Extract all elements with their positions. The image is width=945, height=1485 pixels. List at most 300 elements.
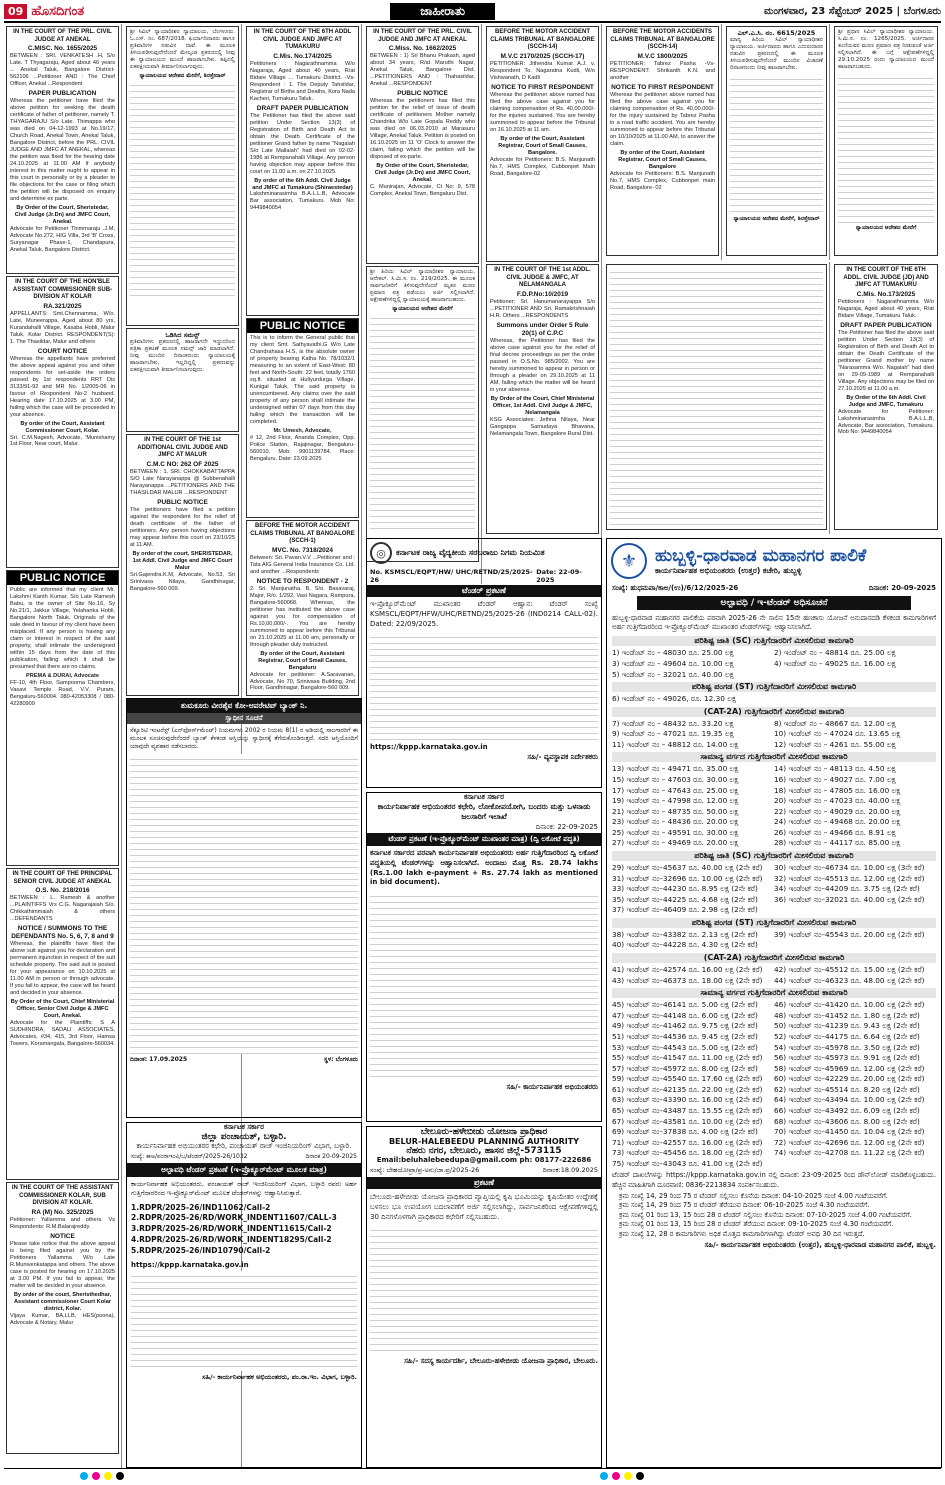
- tender-item: [774, 1159, 936, 1170]
- tender-signature: ಸಹಿ/- ಕಾರ್ಯನಿರ್ವಾಹಕ ಅಭಿಯಂತರರು: [506, 1083, 598, 1092]
- tender-item: 22) ಇಂಡೆಂಟ್ ನಂ – 49029 ರೂ. 20.00 ಲಕ್ಷ: [774, 806, 901, 816]
- notice-case-number: RA.321/2025: [43, 302, 82, 310]
- tender-item-row: [612, 786, 936, 797]
- notice-parties: BETWEEN : 1. SRI. CHOKKABATTAPPA S/O Late Narayanappa @ Subbenahalli Narayanappa ...PETITIONERS AND THE THASILDAR MALUR ...RESPONDENT: [130, 468, 235, 496]
- notice-text: The Petitioner has filed the above said petition Under Section 13(3) of Registration of Birth and Death Act to obtain the Death Certificate of the petitioner Grand mother by name "Narasamma W/o. Nagaiah" had died on 29-09-1989 at Rempanahalli Village. Any objections may be filed on 27.10.2025 at 11.00 a.m.: [838, 329, 934, 392]
- tender-signature: ಸಹಿ/- ಕಾರ್ಯನಿರ್ವಾಹಕ ಅಭಿಯಂತರರು (ಉತ್ತರ), ಹುಬ್ಬಳ್ಳಿ-ಧಾರವಾಡ ಮಹಾನಗರ ಪಾಲಿಕೆ, ಹುಬ್ಬಳ್ಳಿ.: [704, 1241, 936, 1250]
- notice-signature: Mr. Umesh, Advocate,: [273, 427, 332, 434]
- tender-item-row: [612, 895, 936, 906]
- notice-body-lines: [370, 891, 598, 1081]
- notice-signature: By order of the court, SHERISTEDAR, 1st Addl. Civil Judge and JMFC Court Malur: [132, 550, 233, 571]
- tender-item: 39) ಇಂಡೆಂಟ್ ನಂ–45543 ರೂ. 20.00 ಲಕ್ಷ (2ನೇ ಕರೆ): [774, 929, 925, 939]
- notice-body-lines: [370, 313, 475, 533]
- notice-text: Public are informed that my client Mr. Lakshmi Kanth Kumar, S/o Late Ramesh Babu, is the owner of Site No.16, Sy No.21/1, Jakkur Village, Yelahanka Hobli, Bangalore North Taluk. Originals of the sale deed in favour of my client have been misplaced. If any person is having any claim or interest in respect of the said property, shall intimate the undersigned within 15 days from the date of this publication, failing which it shall be presumed that there are no claims.: [10, 587, 115, 670]
- tender-signature: ಸಹಿ/- ವ್ಯವಸ್ಥಾಪಕ ನಿರ್ದೇಶಕರು: [527, 753, 598, 762]
- tender-closing: ಟೆಂಡರ್ ದಾಖಲೆಗಳನ್ನು https://kppp.karnataka.gov.in ನಲ್ಲಿ ದಿನಾಂಕ: 23-09-2025 ರಿಂದ ಡೌನ್‌ಲೋಡ್ ಮಾಡಿಕೊಳ್ಳಬಹುದು. ಹೆಚ್ಚಿನ ಮಾಹಿತಿಗಾಗಿ ದೂರವಾಣಿ: 0836-2213834 ಸಂಪರ್ಕಿಸಬಹುದು.: [612, 1171, 936, 1189]
- tender-item: 31) ಇಂಡೆಂಟ್ ನಂ–32696 ರೂ. 10.00 ಲಕ್ಷ (2ನೇ ಕರೆ): [612, 873, 763, 883]
- tender-signature: ಸಹಿ/- ಕಾರ್ಯನಿರ್ವಾಹಕ ಅಭಿಯಂತರರು, ಪಂ.ರಾ.ಇಂ. ವಿಭಾಗ, ಬಳ್ಳಾರಿ.: [202, 1372, 357, 1381]
- kannada-court-notice: [126, 26, 239, 326]
- ksmscl-emblem-icon: ◎: [370, 542, 392, 564]
- notice-title: NOTICE TO FIRST RESPONDENT: [491, 83, 594, 91]
- tender-item: 67) ಇಂಡೆಂಟ್ ನಂ–43581 ರೂ. 10.00 ಲಕ್ಷ (2ನೇ ಕರೆ): [612, 1116, 763, 1126]
- court-notice-mvc-7318: [246, 520, 359, 696]
- tender-item: 2) ಇಂಡೆಂಟ್ ನಂ – 48814 ರೂ. 25.00 ಲಕ್ಷ: [774, 648, 896, 658]
- notice-text: ಶ್ರೀ ಹಿರಿಯ ಸಿವಿಲ್ ನ್ಯಾಯಾಧೀಶರ ನ್ಯಾಯಾಲಯ, ಆನೇಕಲ್. ಸಿ.ಮಿ.ಸ. ನಂ. 219/2025. ಈ ಮೂಲಕ ಸಾರ್ವಜನಿಕರಿಗೆ ತಿಳಿಸುವುದೇನೆಂದರೆ ಮೃತರ ಮರಣ ಪ್ರಮಾಣ ಪತ್ರ ಪಡೆಯಲು ಅರ್ಜಿ ಸಲ್ಲಿಸಲಾಗಿದೆ. ಆಕ್ಷೇಪಣೆಗಳಿದ್ದಲ್ಲಿ ನ್ಯಾಯಾಲಯಕ್ಕೆ ಹಾಜರಾಗಬಹುದು.: [370, 269, 475, 303]
- tender-item: 12) ಇಂಡೆಂಟ್ ನಂ – 4261 ರೂ. 55.00 ಲಕ್ಷ: [774, 739, 896, 749]
- tender-item: 62) ಇಂಡೆಂಟ್ ನಂ–45514 ರೂ. 8.20 ಲಕ್ಷ (2ನೇ ಕರೆ): [774, 1084, 920, 1094]
- schedule-item: ಕ್ರಮ ಸಂಖ್ಯೆ 14, 29 ರಿಂದ 75 ರ ಟೆಂಡರ್ ಸಲ್ಲಿಸಲು ಕೊನೆಯ ದಿನಾಂಕ: 04-10-2025 ಸಂಜೆ 4.00 ಗಂಟೆಯವರೆಗೆ.: [619, 1191, 888, 1200]
- tender-item-row: [612, 1043, 936, 1054]
- column-8-mid: [832, 262, 940, 534]
- notice-advocate: Advocate for Petitioners: B.S. Manjunath No.7, HMS Complex, Cubbonpet main Road, Bangalore- 02: [610, 170, 715, 191]
- notice-title: DRAFT PAPER PUBLICATION: [840, 321, 932, 329]
- cyan-dot: [600, 1472, 608, 1480]
- hdmc-office: ಕಾರ್ಯನಿರ್ವಾಹಕ ಅಭಿಯಂತರರು (ಉತ್ತರ) ಕಚೇರಿ, ಹುಬ್ಬಳ್ಳಿ: [655, 566, 802, 575]
- court-notice-kolar-ra325: [6, 1182, 119, 1454]
- notice-signature: ನ್ಯಾಯಾಲಯದ ಆದೇಶದ ಮೇರೆಗೆ, ಶಿರಸ್ತೇದಾರ್: [139, 72, 226, 79]
- notice-case-number: F.D.P.No:10/2019: [516, 290, 569, 298]
- notice-court: BEFORE THE MOTOR ACCIDENTS CLAIMS TRIBUNAL AT BANGALORE (SCCH-14): [610, 29, 715, 50]
- org-name-english: BELUR-HALEBEEDU PLANNING AUTHORITY: [388, 1137, 580, 1146]
- tender-item: 24) ಇಂಡೆಂಟ್ ನಂ – 49468 ರೂ. 20.00 ಲಕ್ಷ: [774, 817, 901, 827]
- tender-text: ಕಾರ್ಯನಿರ್ವಾಹಕ ಅಭಿಯಂತರರು, ಪಂಚಾಯತ್ ರಾಜ್ ಇಂಜಿನಿಯರಿಂಗ್ ವಿಭಾಗ, ಬಳ್ಳಾರಿ ರವರು ಅರ್ಹ ಗುತ್ತಿಗೆದಾರರಿಂದ ಇ-ಪ್ರೊಕ್ಯೂರ್‌ಮೆಂಟ್ ಮೂಲಕ ಟೆಂಡರ್‌ಗಳನ್ನು ಆಹ್ವಾನಿಸಿರುತ್ತಾರೆ.: [131, 1180, 357, 1197]
- tender-item-row: [612, 930, 936, 941]
- notice-body-lines: [130, 754, 358, 1054]
- notice-signature: ನ್ಯಾಯಾಲಯದ ಆದೇಶದ ಮೇರೆಗೆ: [392, 305, 453, 312]
- notice-text: Whereas the petitioner above named has filed the above case against you for claiming compensation of Rs. 40,00,000/- for the injuries sustained. You are hereby summoned to appear before the Tribunal on 16.10.2025 at 11 am.: [490, 91, 595, 133]
- tender-item: 59) ಇಂಡೆಂಟ್ ನಂ–45540 ರೂ. 17.60 ಲಕ್ಷ (2ನೇ ಕರೆ): [612, 1074, 763, 1084]
- tender-item-row: [612, 1064, 936, 1075]
- notice-signature: By order of the Court, Assistant Registrar, Court of Small Causes, Bengaluru: [258, 650, 347, 671]
- column-5: [484, 24, 602, 584]
- notice-advocate: Lakshminarasimha B.A.L.L.B, Advocate Bar association, Tumakuru. Mob No: 9449840054: [250, 191, 355, 212]
- tender-item: 41) ಇಂಡೆಂಟ್ ನಂ–42574 ರೂ. 16.00 ಲಕ್ಷ (2ನೇ ಕರೆ): [612, 965, 763, 975]
- notice-advocate: FF-10, 4th Floor, Sampoorna Chambers, Vasavi Temple Road, V.V. Puram, Bengaluru-560004. 080-42053308 / 080-42280909: [10, 679, 115, 707]
- tender-item: 72) ಇಂಡೆಂಟ್ ನಂ–42696 ರೂ. 12.00 ಲಕ್ಷ (2ನೇ ಕರೆ): [774, 1137, 925, 1147]
- tender-item: 48) ಇಂಡೆಂಟ್ ನಂ–41452 ರೂ. 1.80 ಲಕ್ಷ (2ನೇ ಕರೆ): [774, 1010, 920, 1020]
- notice-court: IN THE COURT OF THE ASSISTANT COMMISSIONER KOLAR, SUB DIVISION AT KOLAR.: [11, 1185, 114, 1206]
- ksmscl-tender: [366, 538, 602, 788]
- tender-schedule: [607, 1192, 941, 1240]
- notice-text: ಬೇಲೂರು-ಹಳೇಬೀಡು ಯೋಜನಾ ಪ್ರಾಧಿಕಾರದ ವ್ಯಾಪ್ತಿಯಲ್ಲಿ ಕೃಷಿ ಭೂಮಿಯನ್ನು ಕೃಷಿಯೇತರ ಉದ್ದೇಶಕ್ಕೆ ಬಳಸಲು ಭೂ ಉಪಯೋಗ ಬದಲಾವಣೆಗೆ ಅರ್ಜಿ ಸಲ್ಲಿಸಲಾಗಿದ್ದು, ಸಾರ್ವಜನಿಕರಿಂದ ಆಕ್ಷೇಪಣೆಗಳಿದ್ದಲ್ಲಿ 30 ದಿನಗಳೊಳಗಾಗಿ ಪ್ರಾಧಿಕಾರದ ಕಛೇರಿಗೆ ಸಲ್ಲಿಸಬಹುದು.: [370, 1193, 598, 1222]
- tender-text: ಇ-ಪ್ರೊಕ್ಯೂರ್‌ಮೆಂಟ್ ಮುಖಾಂತರ ಟೆಂಡರ್ ಆಹ್ವಾನ: ಟೆಂಡರ್ ಸಂಖ್ಯೆ KSMSCL/EQPT/HFW/UHC/RETND/25/2025-26 (IND0214 CALL-02). Dated: 22/09/2025.: [370, 600, 598, 628]
- tender-item: [774, 905, 936, 916]
- tender-item: 64) ಇಂಡೆಂಟ್ ನಂ–43494 ರೂ. 10.00 ಲಕ್ಷ (2ನೇ ಕರೆ): [774, 1095, 925, 1105]
- tender-item: 60) ಇಂಡೆಂಟ್ ನಂ–42229 ರೂ. 20.00 ಲಕ್ಷ (2ನೇ ಕರೆ): [774, 1074, 925, 1084]
- notice-text: The petitioners have filed a petition against the respondent for the relief of death certificate of the father of petitioners. Any person having objections may appear before this court on 23/10/25 at 11 AM.: [130, 506, 235, 548]
- tender-item: 70) ಇಂಡೆಂಟ್ ನಂ–41450 ರೂ. 10.04 ಲಕ್ಷ (2ನೇ ಕರೆ): [774, 1127, 925, 1137]
- zp-ballari-tender: [126, 1122, 362, 1468]
- tender-item: 16) ಇಂಡೆಂಟ್ ನಂ – 49027 ರೂ. 7.00 ಲಕ್ಷ: [774, 774, 896, 784]
- notice-case-number: RA (M) No. 325/2025: [31, 1208, 94, 1216]
- tender-category-heading: ಪರಿಶಿಷ್ಟ ಪಂಗಡ (ST) ಗುತ್ತಿಗೆದಾರರಿಗೆ ಮೀಸಲಿರುವ ಕಾಮಗಾರಿ: [612, 918, 936, 928]
- notice-signature: ನ್ಯಾಯಾಲಯದ ಆದೇಶದ ಮೇರೆಗೆ, ಶಿರಸ್ತೇದಾರ್: [733, 216, 820, 223]
- notice-advocate: Advocate for Petitioner: Lakshminarasimha B.A.L.L.B, Advocate, Bar association, Tumakuru. Mob No: 9449840054: [838, 408, 934, 436]
- notice-title: NOTICE TO RESPONDENT - 2: [256, 577, 349, 585]
- kannada-court-notice-col4: [366, 266, 479, 562]
- notice-advocate: C. Munirajan, Advocate, Ct No: 9, 578 Complex, Anekal Town, Bengaluru Dist.: [370, 183, 475, 197]
- court-notice-anekal-1662: [366, 26, 479, 264]
- notice-body-lines: [730, 74, 823, 214]
- tender-item: [774, 694, 936, 705]
- tender-item-row: [612, 905, 936, 916]
- tender-item: 63) ಇಂಡೆಂಟ್ ನಂ–43390 ರೂ. 16.00 ಲಕ್ಷ (2ನೇ ಕರೆ): [612, 1095, 763, 1105]
- notice-body-lines: [610, 267, 823, 525]
- notice-advocate: Sri. C.M.Nagesh, Advocate, 'Munishamy 1st Floor, Near court, Malur.: [10, 434, 115, 448]
- notice-text: Whereas the petitioner above named has filed the above case against you for claiming compensation of Rs. 40,00,000/- for the injury sustained by Tabrez Pasha in a road traffic accident. You are hereby summoned to appear before this Tribunal on 10/10/2025 at 11.00 AM, to answer the claim.: [610, 91, 715, 147]
- black-dot: [116, 1472, 124, 1480]
- notice-court: IN THE COURT OF THE 1st ADDL. CIVIL JUDGE & JMFC, AT NELAMANGALA: [494, 267, 591, 288]
- notice-advocate: # 12, 2nd Floor, Ananda Complex, Opp. Police Station, Rajajinagar, Bengaluru-560010. Mob: 9901139784. Place: Bengaluru. Date: 23.09.2025: [250, 434, 355, 462]
- notice-parties: Petitioners : Nagarathnamma W/o Nagaraja, Aged about 40 years, R/at Bidare Village ... Tumakuru District. -Vs- Respondent : 1. The Deputy Tahsildar, Registrar of Births and Deaths, Kora Nada Kacheri, Tumakuru Taluk.: [250, 60, 355, 102]
- tender-item: 19) ಇಂಡೆಂಟ್ ನಂ – 47998 ರೂ. 12.00 ಲಕ್ಷ: [612, 796, 739, 806]
- notice-signature: By Order of the 6th Addl. Civil Judge and JMFC, Tumakuru: [846, 394, 926, 408]
- notice-case-number: MVC. No. 7318/2024: [271, 546, 334, 554]
- tender-category-heading: (CAT-2A) ಗುತ್ತಿಗೆದಾರರಿಗೆ ಮೀಸಲಿರುವ ಕಾಮಗಾರಿ: [612, 953, 936, 963]
- tender-item: 69) ಇಂಡೆಂಟ್ ನಂ–37838 ರೂ. 4.00 ಲಕ್ಷ (2ನೇ ಕರೆ): [612, 1127, 758, 1137]
- tender-item-row: [612, 884, 936, 895]
- notice-advocate: Vijaya Kumar, BA,LLB, HES(poona), Advocate & Notary, Malur: [10, 1312, 115, 1326]
- tender-item: 4) ಇಂಡೆಂಟ್ ನಂ – 49025 ರೂ. 16.00 ಲಕ್ಷ: [774, 658, 896, 668]
- section-title: ಜಾಹೀರಾತು: [390, 3, 495, 20]
- notice-parties: Petitioners : Nagarathnamma W/o Nagaraja, Aged about 40 years, R/at Bidare Village, Tumakuru Taluk.: [838, 298, 934, 319]
- tender-item: 4.RDPR/2025-26/RD/WORK_INDENT18295/Call-2: [131, 1235, 332, 1245]
- tender-item-row: [612, 940, 936, 951]
- notice-text: This is to inform the General public that my client Smt. Sathyavathi.G W/o Late Chandrahasa H.S, is the absolute owner of property bearing Katha No. 78/1032/1 measuring to an extent of East-West: 80 feet and North-South: 22 feet, totally 1760 sq.ft. situated at Huliyurdurga Village, Kunigal Taluk. The said property is unencumbered. Any claims over the said property of any person shall intimate the undersigned within 07 days from this day failing which the transaction will be completed.: [250, 335, 355, 425]
- notice-court: IN THE COURT OF THE PRL. CIVIL JUDGE AT ANEKAL: [13, 29, 112, 43]
- tender-item-row: [612, 1138, 936, 1149]
- tender-item: 25) ಇಂಡೆಂಟ್ ನಂ – 49591 ರೂ. 30.00 ಲಕ್ಷ: [612, 827, 739, 837]
- tender-item: 68) ಇಂಡೆಂಟ್ ನಂ–43606 ರೂ. 8.00 ಲಕ್ಷ (2ನೇ ಕರೆ): [774, 1116, 920, 1126]
- tender-item-row: [612, 648, 936, 659]
- tender-item-row: [612, 1159, 936, 1170]
- notice-title: COURT NOTICE: [37, 347, 88, 355]
- tender-item: 3) ಇಂಡೆಂಟ್ ನಂ – 49604 ರೂ. 10.00 ಲಕ್ಷ: [612, 658, 734, 668]
- tender-item-row: [612, 694, 936, 705]
- public-notice-col1: [6, 570, 119, 866]
- tender-item-row: [612, 1117, 936, 1128]
- issue-date: ಮಂಗಳವಾರ, 23 ಸೆಪ್ಟೆಂಬರ್ 2025 | ಬೆಂಗಳೂರು: [764, 5, 941, 17]
- notice-date: ದಿನಾಂಕ:18.09.2025: [542, 1166, 598, 1174]
- hdmc-tender: [606, 538, 942, 1468]
- tender-item: 74) ಇಂಡೆಂಟ್ ನಂ–42708 ರೂ. 11.22 ಲಕ್ಷ (2ನೇ ಕರೆ): [774, 1148, 925, 1158]
- notice-body-lines: [130, 80, 235, 300]
- notice-title: ಒಡಿಸಿದ ಸಮನ್ಸ್: [165, 331, 200, 339]
- notice-title: ಸ್ವಾಧೀನ ಸೂಚನೆ: [127, 713, 361, 724]
- kannada-public-notice-mid: [606, 264, 827, 530]
- notice-signature: By order of the Court, Assistant Registrar, Court of Small Causes, Bangalore: [618, 149, 707, 170]
- notice-parties: PETITIONER: Tabrez Pasha -Vs- RESPONDENT: Shrikanth K.N. and another: [610, 60, 715, 81]
- summons-notice: [126, 328, 239, 432]
- court-notice-mvc-1800: [606, 26, 719, 256]
- tender-item-row: [612, 874, 936, 885]
- notice-title: DRAFT PAPER PUBLICATION: [256, 104, 349, 112]
- tender-item: 26) ಇಂಡೆಂಟ್ ನಂ – 49466 ರೂ. 8.91 ಲಕ್ಷ: [774, 827, 896, 837]
- tender-item-row: [612, 1095, 936, 1106]
- tender-item: 5) ಇಂಡೆಂಟ್ ನಂ – 32021 ರೂ. 40.00 ಲಕ್ಷ: [612, 669, 734, 679]
- tender-item: 55) ಇಂಡೆಂಟ್ ನಂ–41547 ರೂ. 11.00 ಲಕ್ಷ (2ನೇ ಕರೆ): [612, 1053, 763, 1063]
- tender-item: 45) ಇಂಡೆಂಟ್ ನಂ–46141 ರೂ. 5.00 ಲಕ್ಷ (2ನೇ ಕರೆ): [612, 1000, 758, 1010]
- footer-rule: [4, 1468, 941, 1469]
- tender-item: 33) ಇಂಡೆಂಟ್ ನಂ–44230 ರೂ. 8.95 ಲಕ್ಷ (2ನೇ ಕರೆ): [612, 884, 758, 894]
- tender-date: Date: 22-09-2025: [536, 568, 582, 584]
- tender-category-heading: ಪರಿಶಿಷ್ಟ ಜಾತಿ (SC) ಗುತ್ತಿಗೆದಾರರಿಗೆ ಮೀಸಲಿರುವ ಕಾಮಗಾರಿ: [612, 636, 936, 646]
- masthead-rule: [4, 21, 941, 23]
- tender-item: 34) ಇಂಡೆಂಟ್ ನಂ–44209 ರೂ. 3.75 ಲಕ್ಷ (2ನೇ ಕರೆ): [774, 884, 920, 894]
- tender-item-row: [612, 828, 936, 839]
- tender-item: 46) ಇಂಡೆಂಟ್ ನಂ–41420 ರೂ. 10.00 ಲಕ್ಷ (2ನೇ ಕರೆ): [774, 1000, 925, 1010]
- notice-case-number: C.MISC. No. 1655/2025: [27, 45, 98, 52]
- notice-text: ಸೆಕ್ಯೂರಿಟಿ ಇಂಟರೆಸ್ಟ್ (ಎನ್‌ಫೋರ್ಸ್‌ಮೆಂಟ್) ನಿಯಮಗಳು 2002 ರ ನಿಯಮ 8(1) ರ ಅಡಿಯಲ್ಲಿ ಸಾಲಗಾರರಿಗೆ ಈ ಮೂಲಕ ಸೂಚಿಸುವುದೇನೆಂದರೆ ಬ್ಯಾಂಕ್ ಕೆಳಕಂಡ ಆಸ್ತಿಯನ್ನು ಸ್ವಾಧೀನಕ್ಕೆ ತೆಗೆದುಕೊಂಡಿರುತ್ತದೆ. ಸದರಿ ಆಸ್ತಿಯೊಂದಿಗೆ ಯಾವುದೇ ವ್ಯವಹಾರ ನಡೆಸಬಾರದು.: [130, 727, 358, 751]
- page-number: 09: [4, 4, 27, 19]
- tender-item-row: [612, 1032, 936, 1043]
- tender-item: [774, 670, 936, 681]
- notice-signature: By order of the Court, Assistant Registrar, Court of Small Causes, Bangalore.: [498, 135, 587, 156]
- tender-banner: ಟೆಂಡರ್ ಪ್ರಕಟಣೆ (ಇ-ಪ್ರೊಕ್ಯೂರ್‌ಮೆಂಟ್ ಮುಖಾಂತರ ಮಾತ್ರ) (ದ್ವಿ ಲಕೋಟೆ ಪದ್ಧತಿ): [367, 833, 601, 846]
- notice-parties: BETWEEN : SRI. VENKATESH .H, S/o Late. T Thyagaraju, Aged about 46 years ... Anekal Taluk, Bangalore District-562106 ...Petitioner AND : The Chief Officer, Anekal ...Respondent: [10, 53, 115, 88]
- schedule-item: ಕ್ರಮ ಸಂಖ್ಯೆ 01 ರಿಂದ 13, 15 ರಿಂದ 28 ರ ಟೆಂಡರ್ ತೆರೆಯುವ ದಿನಾಂಕ: 09-10-2025 ಸಂಜೆ 4.30 ಗಂಟೆಯವರೆಗೆ.: [619, 1220, 894, 1229]
- notice-case-number: C.Mis. No.173/2025: [856, 290, 916, 298]
- paper-logo: ಹೊಸದಿಗಂತ: [31, 3, 85, 19]
- tender-item: 11) ಇಂಡೆಂಟ್ ನಂ – 48812 ರೂ. 14.00 ಲಕ್ಷ: [612, 739, 739, 749]
- notice-title: PAPER PUBLICATION: [28, 90, 97, 98]
- tender-text: ಕರ್ನಾಟಕ ಸರ್ಕಾರದ ಪರವಾಗಿ ಕಾರ್ಯನಿರ್ವಾಹಕ ಅಭಿಯಂತರರು ಅರ್ಹ ಗುತ್ತಿಗೆದಾರರಿಂದ ದ್ವಿ ಲಕೋಟೆ ಪದ್ಧತಿಯಲ್ಲಿ ಟೆಂಡರ್‌ಗಳನ್ನು ಆಹ್ವಾನಿಸಲಾಗಿದೆ. ಅಂದಾಜು ಮೊತ್ತ Rs. 28.74 lakhs (Rs.1.00 lakh e-payment + Rs. 27.74 lakh as mentioned in bid document).: [370, 849, 598, 887]
- tender-date: ದಿನಾಂಕ 20-09-2025: [305, 1153, 357, 1160]
- color-registration-marks: [0, 1472, 945, 1482]
- court-notice-malur-262: [126, 434, 239, 696]
- tender-banner: ಟೆಂಡರ್ ಪ್ರಕಟಣೆ: [367, 585, 601, 597]
- kannada-court-notice-col8: [834, 26, 938, 256]
- tender-item: 9) ಇಂಡೆಂಟ್ ನಂ – 47021 ರೂ. 19.35 ಲಕ್ಷ: [612, 729, 734, 739]
- tender-item-row: [612, 817, 936, 828]
- org-contact: Email:beluhalebeedupa@gmail.com ph: 08177-222686: [376, 1156, 592, 1164]
- notice-court: IN THE COURT OF THE PRL. CIVIL JUDGE AND JMFC AT ANEKAL: [373, 29, 472, 43]
- tender-item: 18) ಇಂಡೆಂಟ್ ನಂ – 47805 ರೂ. 16.00 ಲಕ್ಷ: [774, 785, 901, 795]
- tender-item: 1) ಇಂಡೆಂಟ್ ನಂ – 48030 ರೂ. 25.00 ಲಕ್ಷ: [612, 648, 734, 658]
- tender-item: 52) ಇಂಡೆಂಟ್ ನಂ–44175 ರೂ. 6.64 ಲಕ್ಷ (2ನೇ ಕರೆ): [774, 1031, 920, 1041]
- notice-signature: By Order of the Court, Sheristedar, Civil Judge (Jr.Dn) and JMFC Court, Anekal.: [374, 163, 471, 183]
- department: ಕಾರ್ಯನಿರ್ವಾಹಕ ಅಭಿಯಂತರರ ಕಛೇರಿ, ಪಂಚಾಯತ್ ರಾಜ್ ಇಂಜಿನಿಯರಿಂಗ್ ವಿಭಾಗ, ಬಳ್ಳಾರಿ.: [136, 1142, 352, 1150]
- notice-court: IN THE COURT OF THE HON'BLE ASSISTANT COMMISSIONER SUB-DIVISION AT KOLAR: [12, 279, 113, 300]
- bhpa-notice: [366, 1126, 602, 1468]
- cyan-dot: [80, 1472, 88, 1480]
- hdmc-emblem-icon: ⚜: [611, 543, 647, 579]
- notice-banner: ಪ್ರಕಟಣೆ: [367, 1177, 601, 1189]
- notice-court: IN THE COURT OF THE 1st ADDITIONAL CIVIL JUDGE AND JMFC AT MALUR: [137, 437, 228, 458]
- tender-item: 30) ಇಂಡೆಂಟ್ ನಂ–46734 ರೂ. 10.00 ಲಕ್ಷ (3ನೇ ಕರೆ): [774, 863, 925, 873]
- tender-item-row: [612, 1021, 936, 1032]
- black-dot: [636, 1472, 644, 1480]
- hdmc-title: ಹುಬ್ಬಳ್ಳಿ-ಧಾರವಾಡ ಮಹಾನಗರ ಪಾಲಿಕೆ: [655, 546, 867, 566]
- notice-advocate: Sri.Gajendra.K.M, Advocate, No.53, Sri Srinivasa Nilaya, Gandhinagar, Bangalore-560 009.: [130, 571, 235, 592]
- tender-item: 28) ಇಂಡೆಂಟ್ ನಂ – 44117 ರೂ. 85.00 ಲಕ್ಷ: [774, 838, 901, 848]
- tender-item-row: [612, 976, 936, 987]
- column-4: [364, 24, 482, 584]
- tender-item: 56) ಇಂಡೆಂಟ್ ನಂ–45973 ರೂ. 9.91 ಲಕ್ಷ (2ನೇ ಕರೆ): [774, 1053, 920, 1063]
- notice-parties: Petitioner: Yallamma and others. Vs Respondents: R.M.Balarajreddy.: [10, 1216, 115, 1230]
- tender-item-row: [612, 1011, 936, 1022]
- tender-item-row: [612, 729, 936, 740]
- tender-ref: ಸಂಖ್ಯೆ: ಹುಧಮಪಾ/ಕಾಅ/(ಉ)/6/12/2025-26: [612, 584, 739, 592]
- tender-item: 42) ಇಂಡೆಂಟ್ ನಂ–45512 ರೂ. 15.00 ಲಕ್ಷ (2ನೇ ಕರೆ): [774, 965, 925, 975]
- notice-parties: PETITIONER: Jithendra Kumar A.J. v. Respondent To. Nagaratna Kudli, W/o Vishwanath, D Kadli: [490, 60, 595, 81]
- tender-ref: ಸಂಖ್ಯೆ: ಕಾಅ/ಪಂರಾಇಂವಿ/ಬ/ಟೆಂಡರ್/2025-26/1032: [131, 1153, 248, 1160]
- notice-signature: By Order of the Court, Chief Ministerial Officer, Senior Civil Judge & JMFC Court, Anekal.: [10, 999, 115, 1020]
- schedule-item: ಕ್ರಮ ಸಂಖ್ಯೆ 01 ರಿಂದ 13, 15 ರಿಂದ 28 ರ ಟೆಂಡರ್ ಸಲ್ಲಿಸಲು ಕೊನೆಯ ದಿನಾಂಕ: 07-10-2025 ಸಂಜೆ 4.00 ಗಂಟೆಯವರೆಗೆ.: [619, 1210, 912, 1219]
- tender-item: 57) ಇಂಡೆಂಟ್ ನಂ–45972 ರೂ. 8.00 ಲಕ್ಷ (2ನೇ ಕರೆ): [612, 1063, 758, 1073]
- tender-item: 29) ಇಂಡೆಂಟ್ ನಂ–45637 ರೂ. 40.00 ಲಕ್ಷ (2ನೇ ಕರೆ): [612, 863, 763, 873]
- notice-parties: BETWEEN : 1) Sri Bhanu Prakash, aged about 34 years, R/at Maruthi Nagar, Anekal Taluk, Bangalore Dist. ...PETITIONERS AND : Thahasildar, Anekal ...RESPONDENT: [370, 53, 475, 88]
- tender-item: 66) ಇಂಡೆಂಟ್ ನಂ–43492 ರೂ. 6.09 ಲಕ್ಷ (2ನೇ ಕರೆ): [774, 1106, 920, 1115]
- tender-item: 17) ಇಂಡೆಂಟ್ ನಂ – 47643 ರೂ. 25.00 ಲಕ್ಷ: [612, 785, 739, 795]
- tender-item-row: [612, 670, 936, 681]
- notice-case-number: ಎಲ್.ಎ.ಸಿ. ನಂ. 6615/2025: [737, 29, 816, 37]
- notice-court: BEFORE THE MOTOR ACCIDENT CLAIMS TRIBUNAL AT BANGALORE (SCCH-1): [250, 523, 355, 544]
- notice-text: ಶ್ರೀ ಸಿವಿಲ್ ನ್ಯಾಯಾಧೀಶರ ನ್ಯಾಯಾಲಯ, ಬೆಂಗಳೂರು. ಓ.ಎಸ್. ನಂ. 687/2018. ಫಿರ್ಯಾದಿದಾರರು ಹಾಗೂ ಪ್ರತಿವಾದಿಗಳ ನಡುವಿನ ದಾವೆ. ಈ ಮೂಲಕ ತಿಳಿಯಪಡಿಸುವುದೇನೆಂದರೆ ಮೇಲ್ಕಂಡ ಪ್ರಕರಣದಲ್ಲಿ ನೀವು ಈ ನ್ಯಾಯಾಲಯದ ಮುಂದೆ ಹಾಜರಾಗಬೇಕು. ತಪ್ಪಿದಲ್ಲಿ ಏಕಪಕ್ಷೀಯವಾಗಿ ತೀರ್ಮಾನಿಸಲಾಗುವುದು.: [130, 29, 235, 70]
- portal-link[interactable]: https://kppp.karnataka.gov.in: [131, 1260, 249, 1269]
- tender-item: 36) ಇಂಡೆಂಟ್ ನಂ–32021 ರೂ. 40.00 ಲಕ್ಷ (2ನೇ ಕರೆ): [774, 894, 925, 904]
- kannada-lac-notice: [726, 26, 827, 256]
- notice-title: NOTICE: [50, 1232, 75, 1240]
- portal-link[interactable]: https://kppp.karnataka.gov.in: [370, 743, 488, 752]
- tender-item: 14) ಇಂಡೆಂಟ್ ನಂ – 48113 ರೂ. 4.50 ಲಕ್ಷ: [774, 764, 896, 774]
- tender-item: 54) ಇಂಡೆಂಟ್ ನಂ–45978 ರೂ. 3.50 ಲಕ್ಷ (2ನೇ ಕರೆ): [774, 1042, 920, 1052]
- tender-item: 49) ಇಂಡೆಂಟ್ ನಂ–41462 ರೂ. 9.75 ಲಕ್ಷ (2ನೇ ಕರೆ): [612, 1021, 758, 1031]
- tender-item-row: [612, 807, 936, 818]
- notice-court: BEFORE THE MOTOR ACCIDENT CLAIMS TRIBUNAL AT BANGALORE (SCCH-14): [490, 29, 595, 50]
- notice-text: Whereas the appellants have preferred the above appeal against you and other respondents for set-aside the orders passed by 1st respondents RRT Dis 3133/91-92 and MR No. 1/2005-06 in favour of Respondent No-2 husband. Hearing date 17.10.2025 at 3.00 PM, failing which the case will be proceeded in your absence.: [10, 355, 115, 418]
- tender-item: 71) ಇಂಡೆಂಟ್ ನಂ–42557 ರೂ. 16.00 ಲಕ್ಷ (2ನೇ ಕರೆ): [612, 1137, 763, 1147]
- tender-item: 3.RDPR/2025-26/RD/WORK_INDENT11615/Call-2: [131, 1224, 332, 1234]
- column-1: [4, 24, 122, 1468]
- tender-item-row: [612, 838, 936, 849]
- notice-signature: By Order of the Court, Chief Ministerial Officer, 1st Addl. Civil Judge & JMFC, Nelamangala: [490, 395, 595, 416]
- notice-signature: By Order of the Court, Sheristedar, Civil Judge (Jr.Dn) and JMFC Court, Anekal.: [14, 204, 111, 225]
- magenta-dot: [92, 1472, 100, 1480]
- tender-item: 40) ಇಂಡೆಂಟ್ ನಂ–44228 ರೂ. 4.30 ಲಕ್ಷ (2ನೇ ಕರೆ): [612, 940, 758, 950]
- notice-parties: APPELLANTS: Smt.Chennamma, W/o. Late, Muneerappa, Aged about 80 yrs, Kurandahalli Village, Kasaba Hobli, Malur Taluk, Kolar District. RESPONDENT(S): 1. The Thasildar, Malur and others: [10, 310, 115, 345]
- tender-item: 10) ಇಂಡೆಂಟ್ ನಂ – 47024 ರೂ. 13.65 ಲಕ್ಷ: [774, 729, 901, 739]
- tender-category-heading: (CAT-2A) ಗುತ್ತಿಗೆದಾರರಿಗೆ ಮೀಸಲಿರುವ ಕಾಮಗಾರಿ: [612, 707, 936, 717]
- magenta-dot: [612, 1472, 620, 1480]
- tender-item-row: [612, 1053, 936, 1064]
- middle-right-notices: [604, 262, 830, 534]
- tender-item: 32) ಇಂಡೆಂಟ್ ನಂ–45513 ರೂ. 12.00 ಲಕ್ಷ (2ನೇ ಕರೆ): [774, 873, 925, 883]
- notice-title: NOTICE TO FIRST RESPONDENT: [611, 83, 714, 91]
- office-name: ಕಾರ್ಯನಿರ್ವಾಹಕ ಅಭಿಯಂತರರ ಕಛೇರಿ, ಲೋಕೋಪಯೋಗಿ, ಬಂದರು ಮತ್ತು ಒಳನಾಡು ಜಲಸಾರಿಗೆ ಇಲಾಖೆ: [377, 802, 591, 821]
- tender-intro: ಹುಬ್ಬಳ್ಳಿ-ಧಾರವಾಡ ಮಹಾನಗರ ಪಾಲಿಕೆಯ ಪರವಾಗಿ 2025-26 ನೇ ಸಾಲಿನ 15ನೇ ಹಣಕಾಸು ಯೋಜನೆ ಅನುದಾನದಡಿ ಕೆಳಕಂಡ ಕಾಮಗಾರಿಗಳಿಗೆ ಅರ್ಹ ಗುತ್ತಿಗೆದಾರರಿಂದ ಇ-ಪ್ರೊಕ್ಯೂರ್‌ಮೆಂಟ್ ಮುಖಾಂತರ ಟೆಂಡರ್‌ಗಳನ್ನು ಆಹ್ವಾನಿಸಲಾಗಿದೆ.: [612, 614, 936, 632]
- yellow-dot: [624, 1472, 632, 1480]
- notice-advocate: Advocate for petitioner: A.Saravanan, Advocate, No 70, Srinivasa Building, 2nd Floor, Gandhinagar, Bangalore-560 009.: [250, 671, 355, 692]
- notice-signature: ನ್ಯಾಯಾಲಯದ ಆದೇಶದ ಮೇರೆಗೆ: [855, 224, 917, 231]
- tender-item-row: [612, 659, 936, 670]
- org-name-kannada: ಬೇಲೂರು-ಹಳೇಬೀಡು ಯೋಜನಾ ಪ್ರಾಧಿಕಾರ: [420, 1127, 548, 1137]
- notice-text: Whereas the petitioner have filed the above petition for seeking the death certificate of father of petitioner, namely T. THYAGARAJU S/o Late. Thimappa who was died on 04-12-1993 at No.19/17, Church Road, Anekal Town, Anekal Taluk, Bangalore District, before the PRL. CIVIL JUDGE AND JMFC AT ANEKAL, whereas the petition was fixed for the hearing date 24.10.2025 at 11.00 AM if anybody interest in this matter ought to appear in this court in personally or by a pleader to file objections for the case or filing which the petition will be disposed on enquiry and determine ex parte.: [10, 98, 115, 202]
- tender-item-row: [612, 796, 936, 807]
- notice-title: NOTICE / SUMMONS TO THE DEFENDANTS No. 5, 6, 7, 8 and 9: [11, 925, 114, 941]
- tender-item: 8) ಇಂಡೆಂಟ್ ನಂ – 48667 ರೂ. 12.00 ಲಕ್ಷ: [774, 718, 896, 728]
- notice-text: Please take notice that the above appeal is being filed against you by the Petitioners Yallamma W/o Late R.Munivenkatappa and others. The above case is posted for hearing on 17.10.2025 at 3.00 PM. If you fail to appear, the matter will be decided in your absence.: [10, 1240, 115, 1289]
- tender-item: 58) ಇಂಡೆಂಟ್ ನಂ–45969 ರೂ. 12.00 ಲಕ್ಷ (2ನೇ ಕರೆ): [774, 1063, 925, 1073]
- tender-item-row: [612, 1106, 936, 1117]
- tender-item: 61) ಇಂಡೆಂಟ್ ನಂ–42135 ರೂ. 22.00 ಲಕ್ಷ (2ನೇ ಕರೆ): [612, 1084, 763, 1094]
- notice-signature: PREMA & DURAI, Advocate: [26, 672, 99, 679]
- notice-body-lines: [131, 1271, 357, 1371]
- notice-advocate: Advocate for Petitioner Thimmaraju .J.M, Advocate No.272, HIG Villa, 3rd 'B' Cross, Suryanagar Phase-1, Chandapura, Anekal Taluk, Bangalore District.: [10, 225, 115, 253]
- tender-item: 38) ಇಂಡೆಂಟ್ ನಂ–43382 ರೂ. 2.13 ಲಕ್ಷ (2ನೇ ಕರೆ): [612, 929, 758, 939]
- tender-item: 51) ಇಂಡೆಂಟ್ ನಂ–44536 ರೂ. 9.45 ಲಕ್ಷ (2ನೇ ಕರೆ): [612, 1031, 758, 1041]
- tender-item: 50) ಇಂಡೆಂಟ್ ನಂ–41239 ರೂ. 9.43 ಲಕ್ಷ (2ನೇ ಕರೆ): [774, 1021, 920, 1031]
- court-notice-tumakuru-174: [246, 26, 359, 316]
- tender-item: 73) ಇಂಡೆಂಟ್ ನಂ–45456 ರೂ. 18.00 ಲಕ್ಷ (2ನೇ ಕರೆ): [612, 1148, 763, 1158]
- tender-item-row: [612, 1148, 936, 1159]
- tender-item-row: [612, 719, 936, 730]
- hdmc-header: [607, 539, 941, 583]
- column-7: [724, 24, 830, 260]
- tender-category-heading: ಸಾಮಾನ್ಯ ವರ್ಗದ ಗುತ್ತಿಗೆದಾರರಿಗೆ ಮೀಸಲಿರುವ ಕಾಮಗಾರಿ: [612, 752, 936, 762]
- notice-text: The Petitioner has filed the above said petition Under Section 13(3) of Registration of Birth and Death Act to obtain the Death Certificate of the petitioner Grand father by name "Nagaiah S/o Late Mallaiah" had died on 02-02-1986 at Rempanahalli Village. Any person having objection may appear before this court on 11.00 a.m. on 27.10.2025.: [250, 112, 355, 175]
- schedule-item: ಕ್ರಮ ಸಂಖ್ಯೆ 12, 28 ರ ಕಾಮಗಾರಿಗಳು ಅಧಿಕ ಮೊತ್ತದ ಕಾಮಗಾರಿಗಳಾಗಿದ್ದು ಟೆಂಡರ್ ಅವಧಿ 30 ದಿನ ಇರುತ್ತದೆ.: [619, 1229, 865, 1238]
- tender-item: 6) ಇಂಡೆಂಟ್ ನಂ – 49026, ರೂ. 12.30 ಲಕ್ಷ: [612, 694, 736, 704]
- tender-item: 47) ಇಂಡೆಂಟ್ ನಂ–44148 ರೂ. 6.00 ಲಕ್ಷ (2ನೇ ಕರೆ): [612, 1010, 758, 1020]
- court-notice-kolar-ra321: [6, 276, 119, 568]
- notice-title: PUBLIC NOTICE: [7, 571, 118, 585]
- notice-title: PUBLIC NOTICE: [247, 319, 358, 333]
- tender-item-row: [612, 740, 936, 751]
- notice-text: Whereas, the plaintiffs have filed the above suit against you for declaration and permanent injunction in respect of the suit schedule property. The said suit is posted for your appearance on 10.10.2025 at 11.00 AM in person or through advocate. If you fail to appear, the case will be heard and decided in your absence.: [10, 941, 115, 997]
- notice-signature: By order of the 6th Addl. Civil Judge and JMFC at Tumakuru (Shiraestedar): [252, 177, 353, 191]
- notice-text: ಪ್ರತಿವಾದಿಗಳು ಪ್ರಕರಣದಲ್ಲಿ ಹಾಜರಾಗದೇ ಇದ್ದುದರಿಂದ ಪತ್ರಿಕಾ ಪ್ರಕಟಣೆ ಮೂಲಕ ಸಮನ್ಸ್ ಜಾರಿ ಮಾಡಲಾಗಿದೆ. ನೀವು ಮುಂದಿನ ದಿನಾಂಕದಂದು ನ್ಯಾಯಾಲಯಕ್ಕೆ ಹಾಜರಾಗಬೇಕು, ಇಲ್ಲದಿದ್ದಲ್ಲಿ ಪ್ರಕರಣವನ್ನು ಏಕಪಕ್ಷೀಯವಾಗಿ ತೀರ್ಮಾನಿಸಲಾಗುವುದು.: [130, 339, 235, 374]
- tender-banner: ಅಲ್ಪಾವಧಿ / ಇ-ಟೆಂಡರ್ ಅಧಿಸೂಚನೆ: [637, 596, 911, 610]
- tender-item: 35) ಇಂಡೆಂಟ್ ನಂ–44225 ರೂ. 4.68 ಲಕ್ಷ (2ನೇ ಕರೆ): [612, 894, 758, 904]
- org-name: ಕರ್ನಾಟಕ ರಾಜ್ಯ ವೈದ್ಯಕೀಯ ಸರಬರಾಜು ನಿಗಮ ನಿಯಮಿತ: [396, 548, 545, 557]
- notice-text: ಮಾನ್ಯ ಹಿರಿಯ ಸಿವಿಲ್ ನ್ಯಾಯಾಧೀಶರ ನ್ಯಾಯಾಲಯ. ಅರ್ಜಿದಾರರು ಹಾಗೂ ಎದುರುದಾರರ ನಡುವಿನ ಪ್ರಕರಣದಲ್ಲಿ ಈ ಮೂಲಕ ತಿಳಿಯಪಡಿಸುವುದೇನೆಂದರೆ ಮುಂದಿನ ವಿಚಾರಣೆ ದಿನಾಂಕದಂದು ನೀವು ಹಾಜರಾಗಬೇಕು.: [730, 37, 823, 72]
- notice-place: ಸ್ಥಳ: ಬೆಂಗಳೂರು: [324, 1056, 358, 1064]
- tender-item-row: [612, 764, 936, 775]
- court-notice-mvc-2170: [486, 26, 599, 262]
- gov-name: ಕರ್ನಾಟಕ ಸರ್ಕಾರ: [464, 793, 504, 801]
- tender-item: 1.RDPR/2025-26/IND11062/Call-2: [131, 1202, 271, 1212]
- notice-date: ದಿನಾಂಕ: 17.09.2025: [130, 1056, 188, 1064]
- tender-item: 7) ಇಂಡೆಂಟ್ ನಂ – 48432 ರೂ. 33.20 ಲಕ್ಷ: [612, 718, 734, 728]
- tender-item-row: [612, 1000, 936, 1011]
- org-address: ನೆಹರು ನಗರ, ಬೇಲೂರು, ಹಾಸನ ಜಿಲ್ಲೆ-573115: [406, 1146, 562, 1156]
- notice-case-number: M.V.C 2170/2025 (SCCH-17): [500, 52, 585, 60]
- column-8: [832, 24, 940, 260]
- notice-parties: Petitioner: Sri. Hanumanarayappa S/o ...PETITIONER AND Sri. Ramakrishnaiah H.R. Others ...RESPONDENTS: [490, 298, 595, 319]
- notice-case-number: C.Mis. No.174/2025: [273, 52, 332, 60]
- court-notice-nelamangala-fdp10: [486, 264, 599, 534]
- tender-item: 5.RDPR/2025-26/IND10790/Call-2: [131, 1246, 271, 1256]
- tender-item-row: [612, 1127, 936, 1138]
- tender-ref: No. KSMSCL/EQPT/HW/ UHC/RETND/25/2025-26: [370, 568, 533, 584]
- tender-item: 15) ಇಂಡೆಂಟ್ ನಂ – 47603 ರೂ. 30.00 ಲಕ್ಷ: [612, 774, 739, 784]
- tender-category-heading: ಸಾಮಾನ್ಯ ವರ್ಗದ ಗುತ್ತಿಗೆದಾರರಿಗೆ ಮೀಸಲಿರುವ ಕಾಮಗಾರಿ: [612, 988, 936, 998]
- column-6: [604, 24, 722, 260]
- notice-title: Summons under Order 5 Rule 20(1) of C.P.C: [496, 321, 589, 337]
- tender-date: ದಿನಾಂಕ: 22-09-2025: [535, 823, 598, 831]
- tender-item: 43) ಇಂಡೆಂಟ್ ನಂ–46373 ರೂ. 18.00 ಲಕ್ಷ (2ನೇ ಕರೆ): [612, 975, 763, 985]
- notice-signature: By order of the court, Sheristhedhar, Assistant commissioner Court Kolar district, Kolar.: [13, 1291, 112, 1312]
- tender-sections: [607, 636, 941, 1169]
- tender-category-heading: ಪರಿಶಿಷ್ಟ ಪಂಗಡ (ST) ಗುತ್ತಿಗೆದಾರರಿಗೆ ಮೀಸಲಿರುವ ಕಾಮಗಾರಿ: [612, 682, 936, 692]
- notice-case-number: C.M.C NO: 262 OF 2025: [146, 460, 219, 468]
- court-notice-anekal-os218: [6, 868, 119, 1180]
- court-notice-anekal-1655: [6, 26, 119, 274]
- tender-item: 13) ಇಂಡೆಂಟ್ ನಂ – 49471 ರೂ. 35.00 ಲಕ್ಷ: [612, 764, 739, 774]
- gov-name: ಕರ್ನಾಟಕ ಸರ್ಕಾರ: [224, 1123, 264, 1131]
- notice-parties: Between: Sri. Pavan.V.V ...Petitioner and : Tata AIG General India Insurance Co. Ltd. and another ...Respondents: [250, 554, 355, 575]
